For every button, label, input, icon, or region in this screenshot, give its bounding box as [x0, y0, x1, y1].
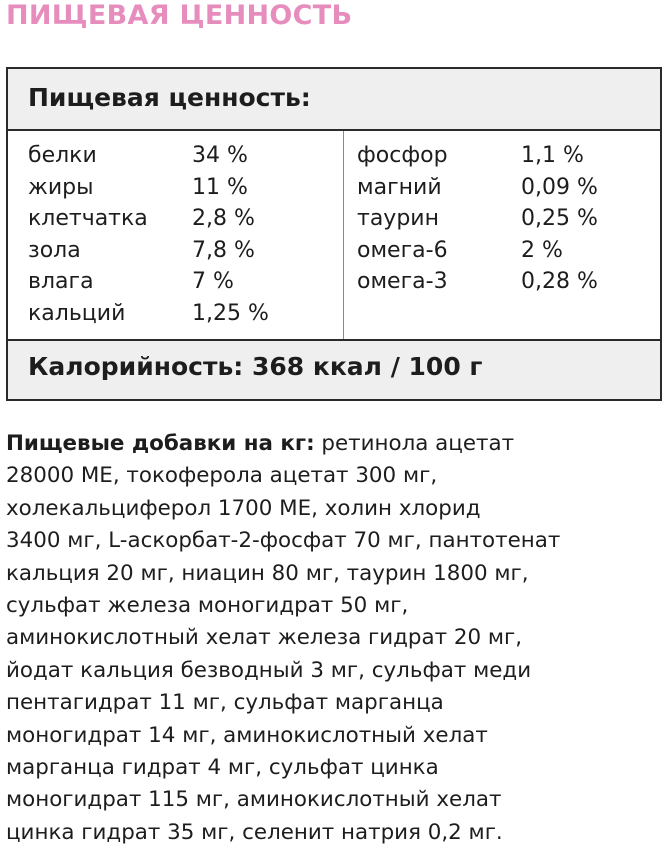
nutrient-name: омега-6: [357, 237, 448, 263]
nutrient-value: 2,8 %: [192, 206, 255, 231]
nutrient-name: белки: [28, 143, 97, 168]
additives-line: холекальциферол 1700 МЕ, холин хлорид: [6, 495, 481, 521]
additives-text: ретинола ацетат: [314, 431, 515, 456]
nutrient-value: 1,1 %: [521, 143, 584, 168]
additives-label: Пищевые добавки на кг:: [6, 431, 315, 456]
nutrient-value: 1,25 %: [192, 300, 269, 326]
nutrient-value: 0,09 %: [521, 174, 598, 200]
nutrient-name: фосфор: [357, 143, 448, 168]
nutrient-value: 2 %: [521, 237, 563, 263]
additives-line: сульфат железа моногидрат 50 мг,: [6, 592, 409, 618]
nutrition-table-footer: [8, 339, 660, 399]
additives-line: аминокислотный хелат железа гидрат 20 мг,: [6, 625, 523, 651]
nutrition-table: [6, 67, 662, 401]
additives-line: 28000 МЕ, токоферола ацетат 300 мг,: [6, 463, 438, 489]
nutrient-name: влага: [28, 269, 94, 294]
nutrient-name: магний: [357, 174, 442, 200]
nutrition-table-title: Пищевая ценность:: [28, 83, 311, 112]
nutrient-name: клетчатка: [28, 206, 148, 231]
additives-line: [6, 428, 666, 460]
additives-line: марганца гидрат 4 мг, сульфат цинка: [6, 754, 439, 780]
nutrition-table-header: [8, 69, 660, 131]
additives-line: моногидрат 14 мг, аминокислотный хелат: [6, 722, 488, 748]
nutrient-name: зола: [28, 237, 81, 263]
nutrient-name: таурин: [357, 206, 439, 231]
column-divider: [343, 131, 344, 343]
nutrient-value: 0,25 %: [521, 206, 598, 231]
nutrient-value: 11 %: [192, 174, 248, 200]
additives-line: цинка гидрат 35 мг, селенит натрия 0,2 мг.: [6, 819, 503, 845]
additives-line: 3400 мг, L-аскорбат-2-фосфат 70 мг, пантотенат: [6, 528, 561, 554]
additives-line: моногидрат 115 мг, аминокислотный хелат: [6, 787, 502, 813]
nutrient-value: 0,28 %: [521, 269, 598, 294]
nutrient-value: 34 %: [192, 143, 248, 168]
additives-line: йодат кальция безводный 3 мг, сульфат меди: [6, 657, 532, 683]
additives-paragraph: [6, 428, 666, 849]
calorie-content: Калорийность: 368 ккал / 100 г: [28, 352, 483, 381]
page-heading: ПИЩЕВАЯ ЦЕННОСТЬ: [6, 0, 353, 31]
nutrient-value: 7 %: [192, 269, 234, 294]
nutrient-name: кальций: [28, 300, 126, 326]
nutrient-name: жиры: [28, 174, 94, 200]
nutrient-name: омега-3: [357, 269, 448, 294]
additives-line: пентагидрат 11 мг, сульфат марганца: [6, 690, 444, 716]
nutrient-value: 7,8 %: [192, 237, 255, 263]
additives-line: кальция 20 мг, ниацин 80 мг, таурин 1800 мг,: [6, 560, 529, 586]
